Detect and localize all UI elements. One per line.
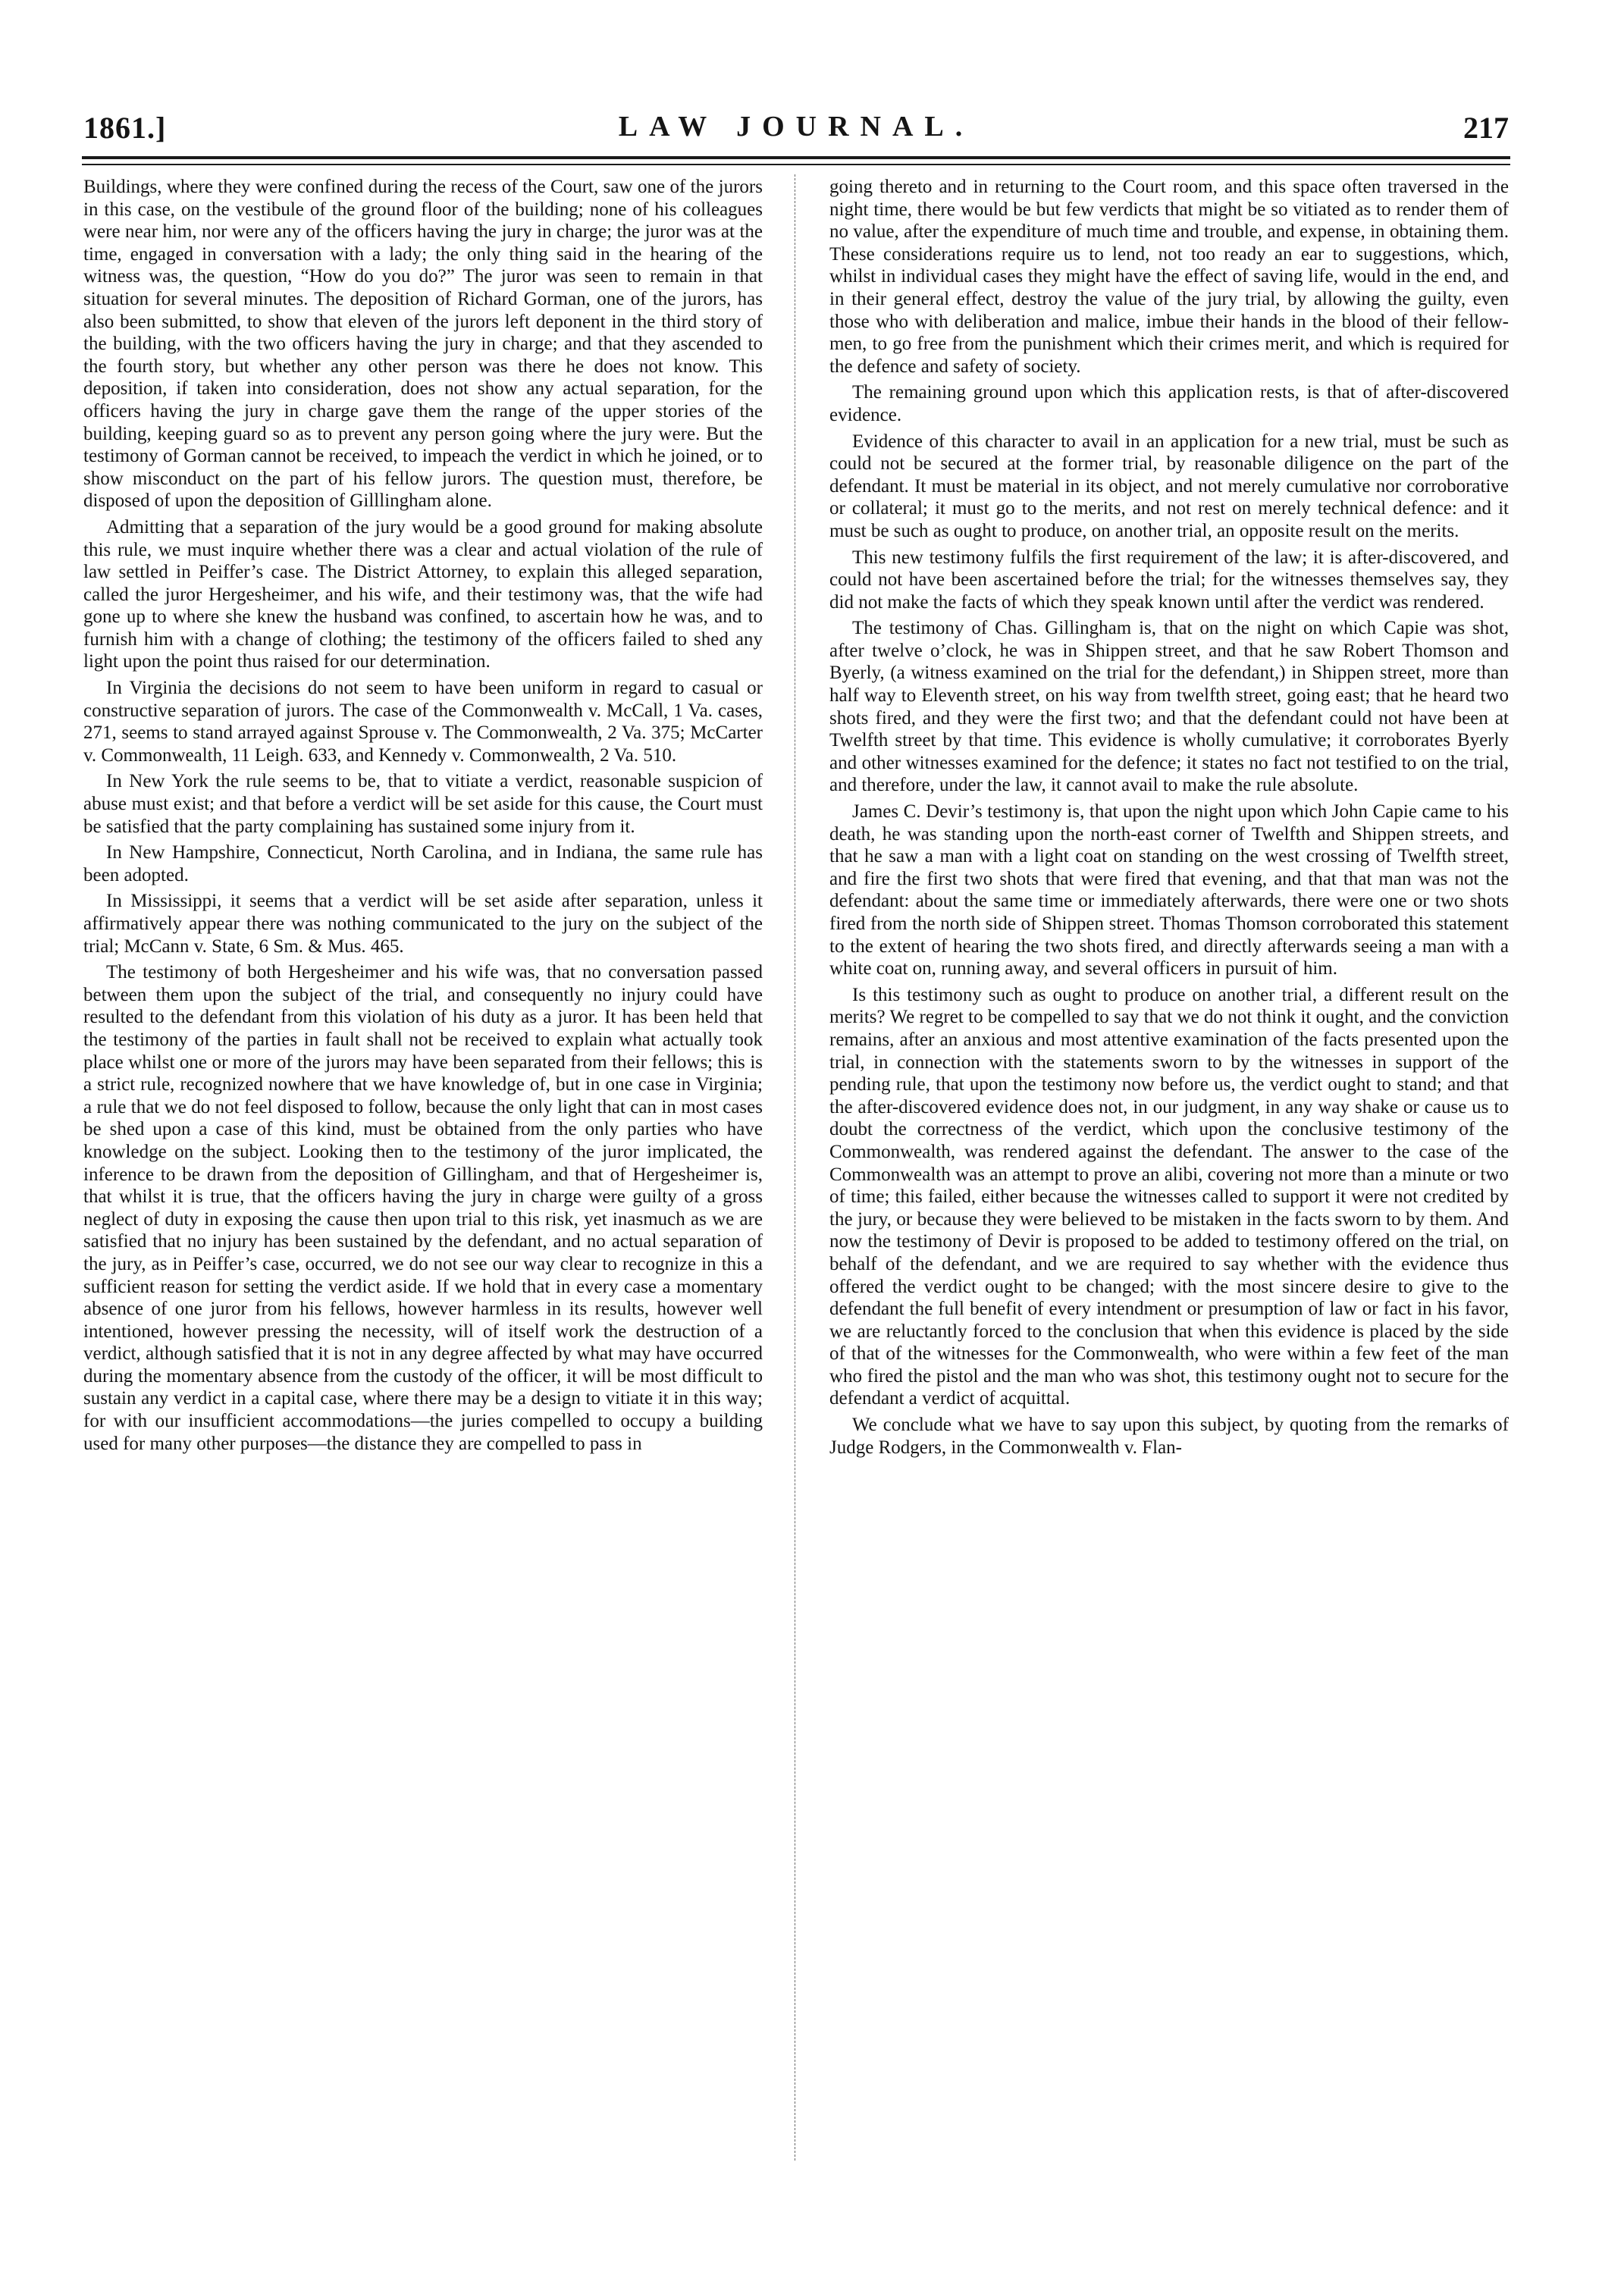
paragraph: The testimony of both Hergesheimer and his wife was, that no conversation passed between them upon the subject of the trial, and consequently no injury could have resulted to the defendant from this violation of his duty as a juror. It has been held that the testimony of the parties in fault shall not be received to explain what actually took place whilst one or more of the jurors may have been separated from their fellows; this is a strict rule, recognized nowhere that we have knowledge of, but in one case in Virginia; a rule that we do not feel disposed to follow, because the only light that can in most cases be shed upon a case of this kind, must be obtained from the only parties who have knowledge on the subject. Looking then to the testimony of the juror implicated, the inference to be drawn from the deposition of Gillingham, and that of Hergesheimer is, that whilst it is true, that the officers having the jury in charge were guilty of a gross neglect of duty in exposing the cause then upon trial to this risk, yet inasmuch as we are satisfied that no injury has been sustained by the defendant, and no actual separation of the jury, as in Peiffer’s case, occurred, we do not see our way clear to recognize in this a sufficient reason for setting the verdict aside. If we hold that in every case a momentary absence of one juror from his fellows, however harmless in its results, however well intentioned, however pressing the necessity, will of itself work the destruction of a verdict, although satisfied that it is not in any degree affected by what may have occurred during the momentary absence from the custody of the officer, it will be most difficult to sustain any verdict in a capital case, where there may be a design to vitiate it in this way; for with our insufficient accommodations—the juries compelled to occupy a building used for many other purposes—the distance they are compelled to pass in bbox=[83, 962, 763, 1454]
paragraph: Is this testimony such as ought to produce on another trial, a different result on the merits? We regret to be compelled to say that we do not think it ought, and the conviction remains, after an anxious and most attentive examination of the facts presented upon the trial, in connection with the statements sworn to by the witnesses in support of the pending rule, that upon the testimony now before us, the verdict ought to stand; and that the after-discovered evidence does not, in our judgment, in any way shake or cause us to doubt the correctness of the verdict, which upon the conclusive testimony of the Commonwealth, was rendered against the defendant. The answer to the case of the Commonwealth was an attempt to prove an alibi, covering not more than a minute or two of time; this failed, either because the witnesses called to support it were not credited by the jury, or because they were believed to be mistaken in the facts sworn to by them. And now the testimony of Devir is proposed to be added to testimony offered on the trial, on behalf of the defendant, and we are required to say whether with the evidence thus offered the verdict ought to be changed; with the most sincere desire to give to the defendant the full benefit of every intendment or presumption of law or fact in his favor, we are reluctantly forced to the conclusion that when this evidence is placed by the side of that of the witnesses for the Commonwealth, who were within a few feet of the man who fired the pistol and the man who was shot, this testimony ought not to secure for the defendant a verdict of acquittal. bbox=[829, 984, 1509, 1409]
header-rule-thick bbox=[82, 156, 1510, 159]
paragraph: In Mississippi, it seems that a verdict will be set aside after separation, unless it affirmatively appear there was nothing communicated to the jury on the subject of the trial; McCann v. State, 6 Sm. & Mus. 465. bbox=[83, 891, 763, 957]
running-head bbox=[83, 110, 1509, 155]
header-rule-thin bbox=[82, 164, 1510, 165]
right-column bbox=[829, 176, 1509, 2192]
paragraph: The remaining ground upon which this application rests, is that of after-discovered evidence. bbox=[829, 382, 1509, 425]
page-number: 217 bbox=[1463, 111, 1509, 145]
paragraph: Buildings, where they were confined during the recess of the Court, saw one of the jurors in this case, on the vestibule of the ground floor of the building; none of his colleagues were near him, nor were any of the officers having the jury in charge; the juror was at the time, engaged in conversation with a lady; the only thing said in the hearing of the witness was, the question, “How do you do?” The juror was seen to remain in that situation for several minutes. The deposition of Richard Gorman, one of the jurors, has also been submitted, to show that eleven of the jurors left deponent in the third story of the building, with the two officers having the jury in charge; and that they ascended to the fourth story, but whether any other person was there he does not know. This deposition, if taken into consideration, does not show any actual separation, for the officers having the jury in charge gave them the range of the upper stories of the building, keeping guard so as to prevent any person going where the jury were. But the testimony of Gorman cannot be received, to impeach the verdict in which he joined, or to show misconduct on the part of his fellow jurors. The question must, therefore, be disposed of upon the deposition of Gilllingham alone. bbox=[83, 177, 763, 512]
paragraph: Admitting that a separation of the jury would be a good ground for making absolute this rule, we must inquire whether there was a clear and actual violation of the rule of law settled in Peiffer’s case. The District Attorney, to explain this alleged separation, called the juror Hergesheimer, and his wife, and their testimony was, that the wife had gone up to where she knew the husband was confined, to ascertain how he was, and to furnish him with a change of clothing; the testimony of the officers failed to shed any light upon the point thus raised for our determination. bbox=[83, 516, 763, 672]
paragraph: In Virginia the decisions do not seem to have been uniform in regard to casual or constructive separation of jurors. The case of the Commonwealth v. McCall, 1 Va. cases, 271, seems to stand arrayed against Sprouse v. The Commonwealth, 2 Va. 375; McCarter v. Commonwealth, 11 Leigh. 633, and Kennedy v. Commonwealth, 2 Va. 510. bbox=[83, 678, 763, 766]
paragraph: In New Hampshire, Connecticut, North Carolina, and in Indiana, the same rule has been adopted. bbox=[83, 842, 763, 885]
paragraph: We conclude what we have to say upon this subject, by quoting from the remarks of Judge Rodgers, in the Commonwealth v. Flan- bbox=[829, 1415, 1509, 1458]
paragraph: This new testimony fulfils the first requirement of the law; it is after-discovered, and could not have been ascertained before the trial; for the witnesses themselves say, they did not make the facts of which they speak known until after the verdict was rendered. bbox=[829, 547, 1509, 613]
paragraph: James C. Devir’s testimony is, that upon the night upon which John Capie came to his death, he was standing upon the north-east corner of Twelfth and Shippen streets, and that he saw a man with a light coat on standing on the west crossing of Twelfth street, and fire the first two shots that were fired that evening, and that that man was not the defendant: about the same time or immediately afterwards, there were one or two shots fired from the north side of Shippen street. Thomas Thomson corroborated this statement to the extent of hearing the two shots fired, and directly afterwards seeing a man with a white coat on, running away, and several officers in pursuit of him. bbox=[829, 801, 1509, 979]
left-column bbox=[83, 176, 763, 2192]
journal-title: LAW JOURNAL. bbox=[618, 111, 974, 143]
paragraph: The testimony of Chas. Gillingham is, that on the night on which Capie was shot, after twelve o’clock, he was in Shippen street, and that he saw Robert Thomson and Byerly, (a witness examined on the trial for the defendant,) in Shippen street, more than half way to Eleventh street, on his way from twelfth street, going east; that he heard two shots fired, and they were the first two; and that the defendant could not have been at Twelfth street by that time. This evidence is wholly cumulative; it corroborates Byerly and other witnesses examined for the defence; it states no fact not testified to on the trial, and therefore, under the law, it cannot avail to make the rule absolute. bbox=[829, 618, 1509, 796]
header-year: 1861.] bbox=[83, 111, 167, 145]
paragraph: going thereto and in returning to the Court room, and this space often traversed in the night time, there would be but few verdicts that might be so vitiated as to render them of no value, after the expenditure of much time and trouble, and expense, in obtaining them. These considerations require us to lend, not too ready an ear to suggestions, which, whilst in individual cases they might have the effect of saving life, would in the end, and in their general effect, destroy the value of the jury trial, by allowing the guilty, even those who with deliberation and malice, imbue their hands in the blood of their fellow-men, to go free from the punishment which their crimes merit, and which is required for the defence and safety of society. bbox=[829, 177, 1509, 377]
paragraph: In New York the rule seems to be, that to vitiate a verdict, reasonable suspicion of abuse must exist; and that before a verdict will be set aside for this cause, the Court must be satisfied that the party complaining has sustained some injury from it. bbox=[83, 771, 763, 837]
paragraph: Evidence of this character to avail in an application for a new trial, must be such as could not be secured at the former trial, by reasonable diligence on the part of the defendant. It must be material in its object, and not merely cumulative nor corroborative or collateral; it must go to the merits, and not rest on merely technical defence: and it must be such as ought to produce, on another trial, an opposite result on the merits. bbox=[829, 431, 1509, 541]
